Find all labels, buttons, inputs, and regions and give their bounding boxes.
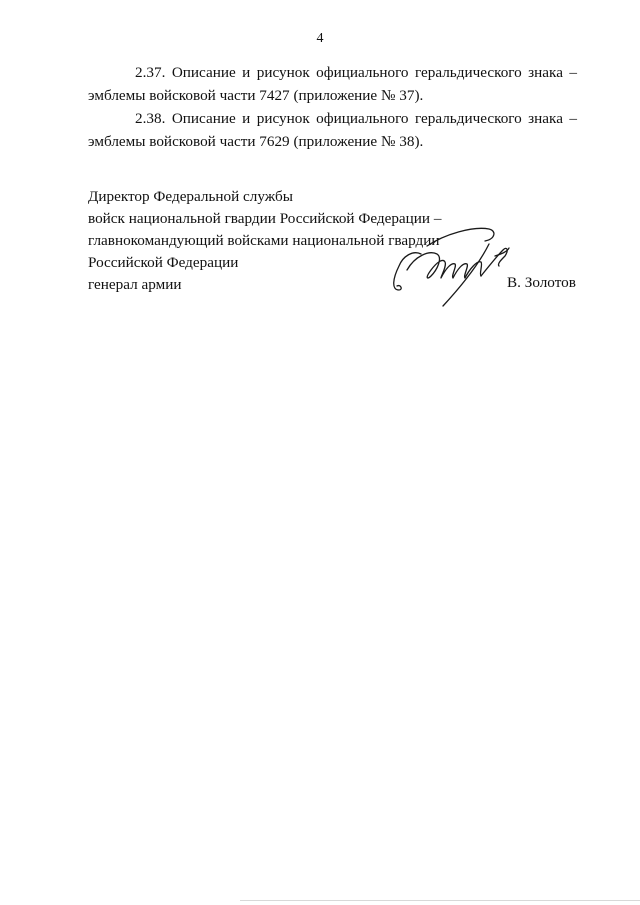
signatory-position-line: Российской Федерации — [88, 254, 239, 271]
paragraph-2-38 — [88, 107, 577, 153]
signatory-position-line: Директор Федеральной службы — [88, 188, 293, 205]
signatory-position-line: генерал армии — [88, 276, 182, 293]
signatory-position-line: войск национальной гвардии Российской Федерации – — [88, 210, 442, 227]
signatory-name: В. Золотов — [507, 274, 576, 291]
signatory-position-line: главнокомандующий войсками национальной гвардии — [88, 232, 440, 249]
paragraph-line: эмблемы войсковой части 7427 (приложение № 37). — [88, 87, 424, 104]
page-edge-line — [240, 900, 640, 901]
paragraph-line: 2.37. Описание и рисунок официального геральдического знака – — [135, 64, 577, 81]
page-number: 4 — [316, 31, 324, 46]
paragraph-2-37 — [88, 61, 577, 107]
paragraph-line: эмблемы войсковой части 7629 (приложение № 38). — [88, 133, 424, 150]
paragraph-line: 2.38. Описание и рисунок официального геральдического знака – — [135, 110, 577, 127]
handwritten-signature — [385, 220, 525, 310]
